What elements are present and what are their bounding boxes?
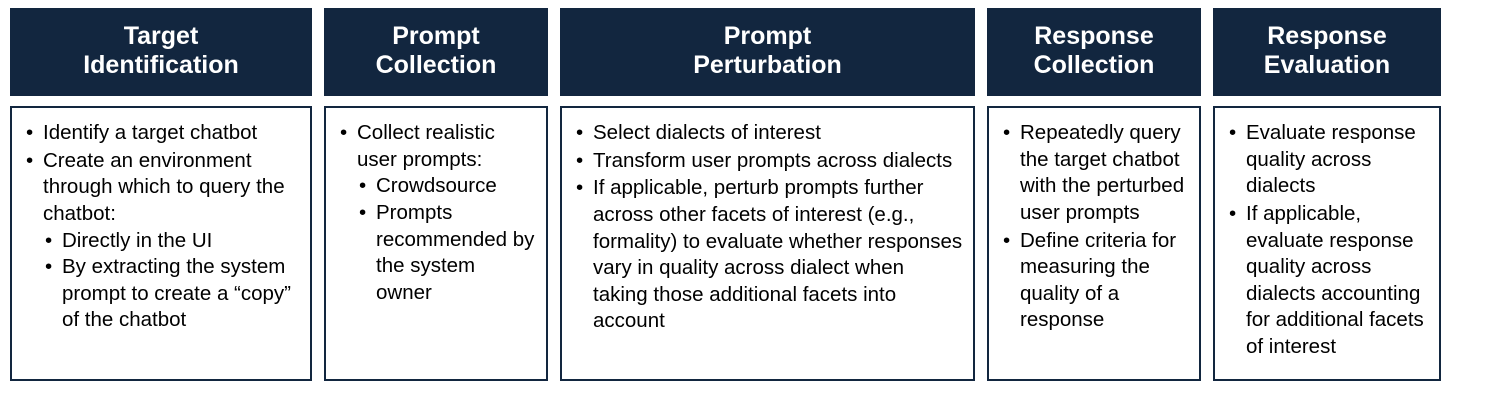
bullet-list (24, 120, 300, 334)
list-item-text: Identify a target chatbot (43, 121, 258, 144)
stage-header-prompt-perturbation (560, 8, 975, 96)
list-item-text: Transform user prompts across dialects (593, 148, 953, 172)
stage-body-response-evaluation (1213, 106, 1441, 381)
list-item (574, 148, 963, 175)
list-item-text: Define criteria for measuring the quality of a response (1020, 228, 1177, 332)
stage-header-line: Identification (83, 51, 239, 79)
list-item (574, 120, 963, 147)
stage-header-line: Response (1034, 21, 1154, 50)
bullet-list (338, 120, 536, 306)
sub-bullet-list (357, 173, 536, 306)
stage-column-response-evaluation (1213, 8, 1441, 381)
stage-column-prompt-collection (324, 8, 548, 381)
list-item (1227, 201, 1429, 361)
bullet-icon: • (576, 121, 584, 144)
bullet-icon: • (45, 255, 53, 279)
stage-body-prompt-collection (324, 106, 548, 381)
stage-body-response-collection (987, 106, 1201, 381)
bullet-icon: • (45, 228, 53, 252)
stage-body-prompt-perturbation (560, 106, 975, 381)
list-item (43, 254, 300, 334)
list-item-text: Repeatedly query the target chatbot with the perturbed user prompts (1020, 121, 1185, 224)
bullet-icon: • (576, 176, 584, 200)
bullet-icon: • (26, 148, 34, 172)
bullet-icon: • (359, 200, 367, 224)
list-item (43, 228, 300, 255)
list-item-text: Evaluate response quality across dialects (1246, 121, 1416, 198)
bullet-icon: • (1229, 201, 1237, 225)
stage-header-line: Collection (1033, 51, 1155, 79)
list-item-text: If applicable, perturb prompts further across other facets of interest (e.g., formality) to evaluate whether responses vary in quality across dialect when taking those additional facets into account (593, 176, 963, 333)
bullet-icon: • (1229, 121, 1237, 144)
list-item (1227, 120, 1429, 200)
stage-header-prompt-collection (324, 8, 548, 96)
stage-header-line: Target (123, 21, 199, 50)
list-item-text: Prompts recommended by the system owner (376, 200, 535, 304)
list-item (574, 175, 963, 335)
stage-column-prompt-perturbation (560, 8, 975, 381)
bullet-icon: • (359, 174, 367, 198)
bullet-icon: • (1003, 121, 1011, 144)
list-item (1001, 120, 1189, 227)
list-item-text: Create an environment through which to query the chatbot: (43, 148, 285, 225)
stage-header-line: Prompt (723, 21, 812, 50)
stage-header-response-evaluation (1213, 8, 1441, 96)
bullet-icon: • (340, 121, 348, 144)
bullet-icon: • (26, 121, 34, 144)
stage-header-line: Perturbation (693, 51, 842, 79)
stage-header-line: Response (1267, 21, 1387, 50)
list-item (24, 148, 300, 334)
stage-header-line: Evaluation (1263, 51, 1391, 79)
bullet-list (1227, 120, 1429, 361)
list-item (338, 120, 536, 306)
list-item (357, 173, 536, 200)
sub-bullet-list (43, 228, 300, 335)
bullet-icon: • (576, 148, 584, 172)
list-item-text: Collect realistic user prompts: (357, 121, 495, 171)
list-item-text: Select dialects of interest (593, 121, 821, 144)
stage-column-response-collection (987, 8, 1201, 381)
list-item (24, 120, 300, 147)
bullet-list (1001, 120, 1189, 334)
list-item-text: Crowdsource (376, 174, 497, 198)
bullet-icon: • (1003, 228, 1011, 252)
list-item-text: If applicable, evaluate response quality across dialects accounting for additional facets of interest (1246, 201, 1424, 359)
stage-header-target-identification (10, 8, 312, 96)
stage-header-response-collection (987, 8, 1201, 96)
list-item (1001, 228, 1189, 335)
stage-column-target-identification (10, 8, 312, 381)
list-item-text: Directly in the UI (62, 228, 213, 252)
list-item (357, 200, 536, 307)
bullet-list (574, 120, 963, 335)
stage-body-target-identification (10, 106, 312, 381)
stage-header-line: Prompt (392, 21, 480, 50)
stage-header-line: Collection (375, 51, 497, 79)
list-item-text: By extracting the system prompt to create a “copy” of the chatbot (62, 255, 292, 332)
